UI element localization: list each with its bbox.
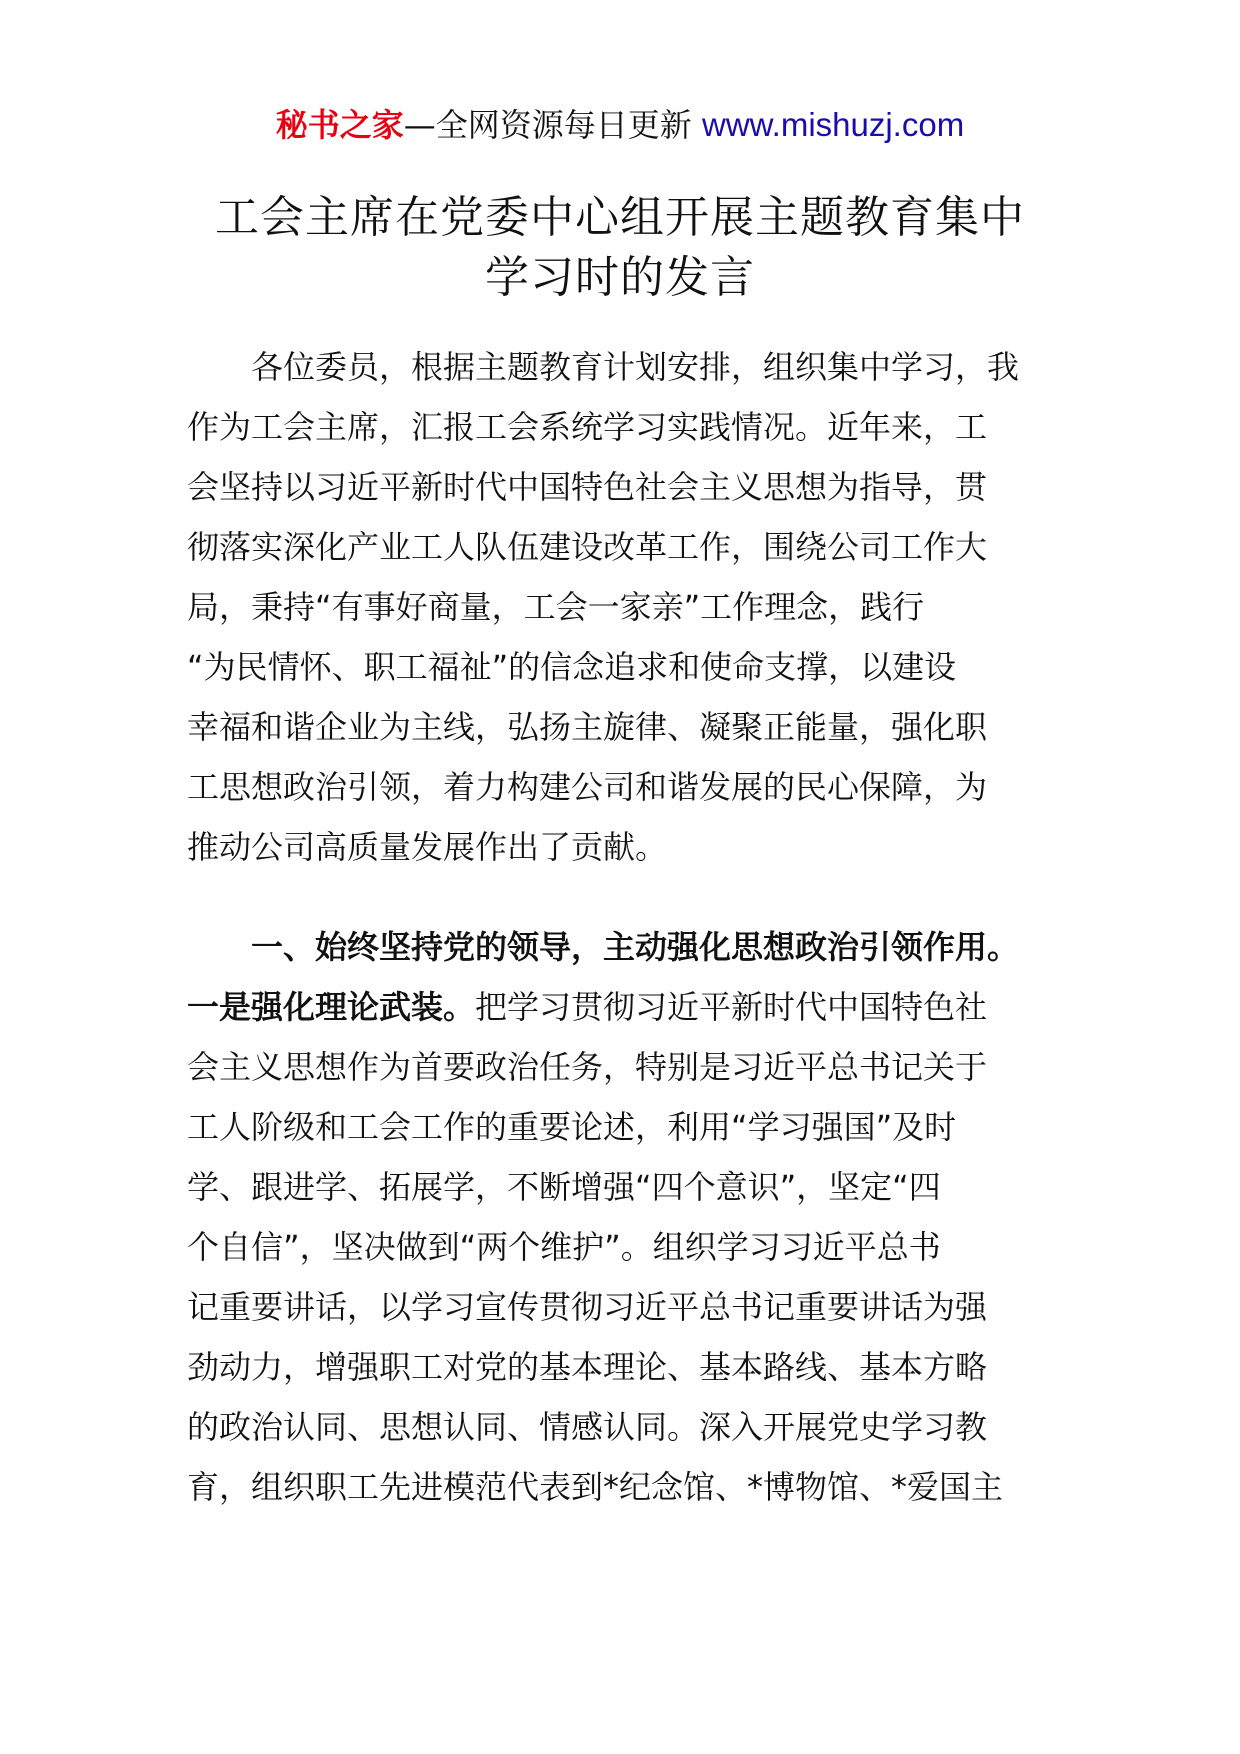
title-line-1: 工会主席在党委中心组开展主题教育集中 — [215, 192, 1025, 243]
site-header — [0, 100, 1240, 150]
site-url-link[interactable]: www.mishuzj.com — [701, 106, 965, 143]
paragraph-gap — [187, 877, 1057, 917]
section-line: 会主义思想作为首要政治任务，特别是习近平总书记关于 — [187, 1048, 988, 1086]
section-line: 学、跟进学、拓展学，不断增强“四个意识”，坚定“四 — [187, 1168, 941, 1206]
intro-line: 会坚持以习近平新时代中国特色社会主义思想为指导，贯 — [187, 468, 988, 506]
intro-line: 幸福和谐企业为主线，弘扬主旋律、凝聚正能量，强化职 — [187, 708, 988, 746]
section-heading: 一、始终坚持党的领导，主动强化思想政治引领作用。 — [187, 928, 1020, 966]
brand-name: 秘书之家 — [275, 106, 404, 144]
section-line: 劲动力，增强职工对党的基本理论、基本路线、基本方略 — [187, 1348, 988, 1386]
section-line: 工人阶级和工会工作的重要论述，利用“学习强国”及时 — [187, 1108, 957, 1146]
intro-line: 工思想政治引领，着力构建公司和谐发展的民心保障，为 — [187, 768, 988, 806]
section-line: 育，组织职工先进模范代表到*纪念馆、*博物馆、*爱国主 — [187, 1468, 1004, 1506]
subheading-bold: 一是强化理论武装。 — [187, 988, 476, 1026]
intro-line: 作为工会主席，汇报工会系统学习实践情况。近年来，工 — [187, 408, 988, 446]
intro-line: 各位委员，根据主题教育计划安排，组织集中学习，我 — [187, 348, 1020, 386]
section-line: 记重要讲话，以学习宣传贯彻习近平总书记重要讲话为强 — [187, 1288, 988, 1326]
document-title — [100, 188, 1140, 308]
section-first-line — [187, 977, 1057, 1037]
document-body — [187, 337, 1057, 1517]
section-line: 的政治认同、思想认同、情感认同。深入开展党史学习教 — [187, 1408, 988, 1446]
header-tagline: —全网资源每日更新 — [403, 106, 702, 144]
intro-line: 推动公司高质量发展作出了贡献。 — [187, 828, 668, 866]
intro-line: 局，秉持“有事好商量，工会一家亲”工作理念，践行 — [187, 588, 925, 626]
intro-line: 彻落实深化产业工人队伍建设改革工作，围绕公司工作大 — [187, 528, 988, 566]
title-line-2: 学习时的发言 — [485, 252, 755, 303]
section-text: 把学习贯彻习近平新时代中国特色社 — [475, 988, 988, 1026]
intro-line: “为民情怀、职工福祉”的信念追求和使命支撑，以建设 — [187, 648, 957, 686]
section-line: 个自信”，坚决做到“两个维护”。组织学习习近平总书 — [187, 1228, 941, 1266]
